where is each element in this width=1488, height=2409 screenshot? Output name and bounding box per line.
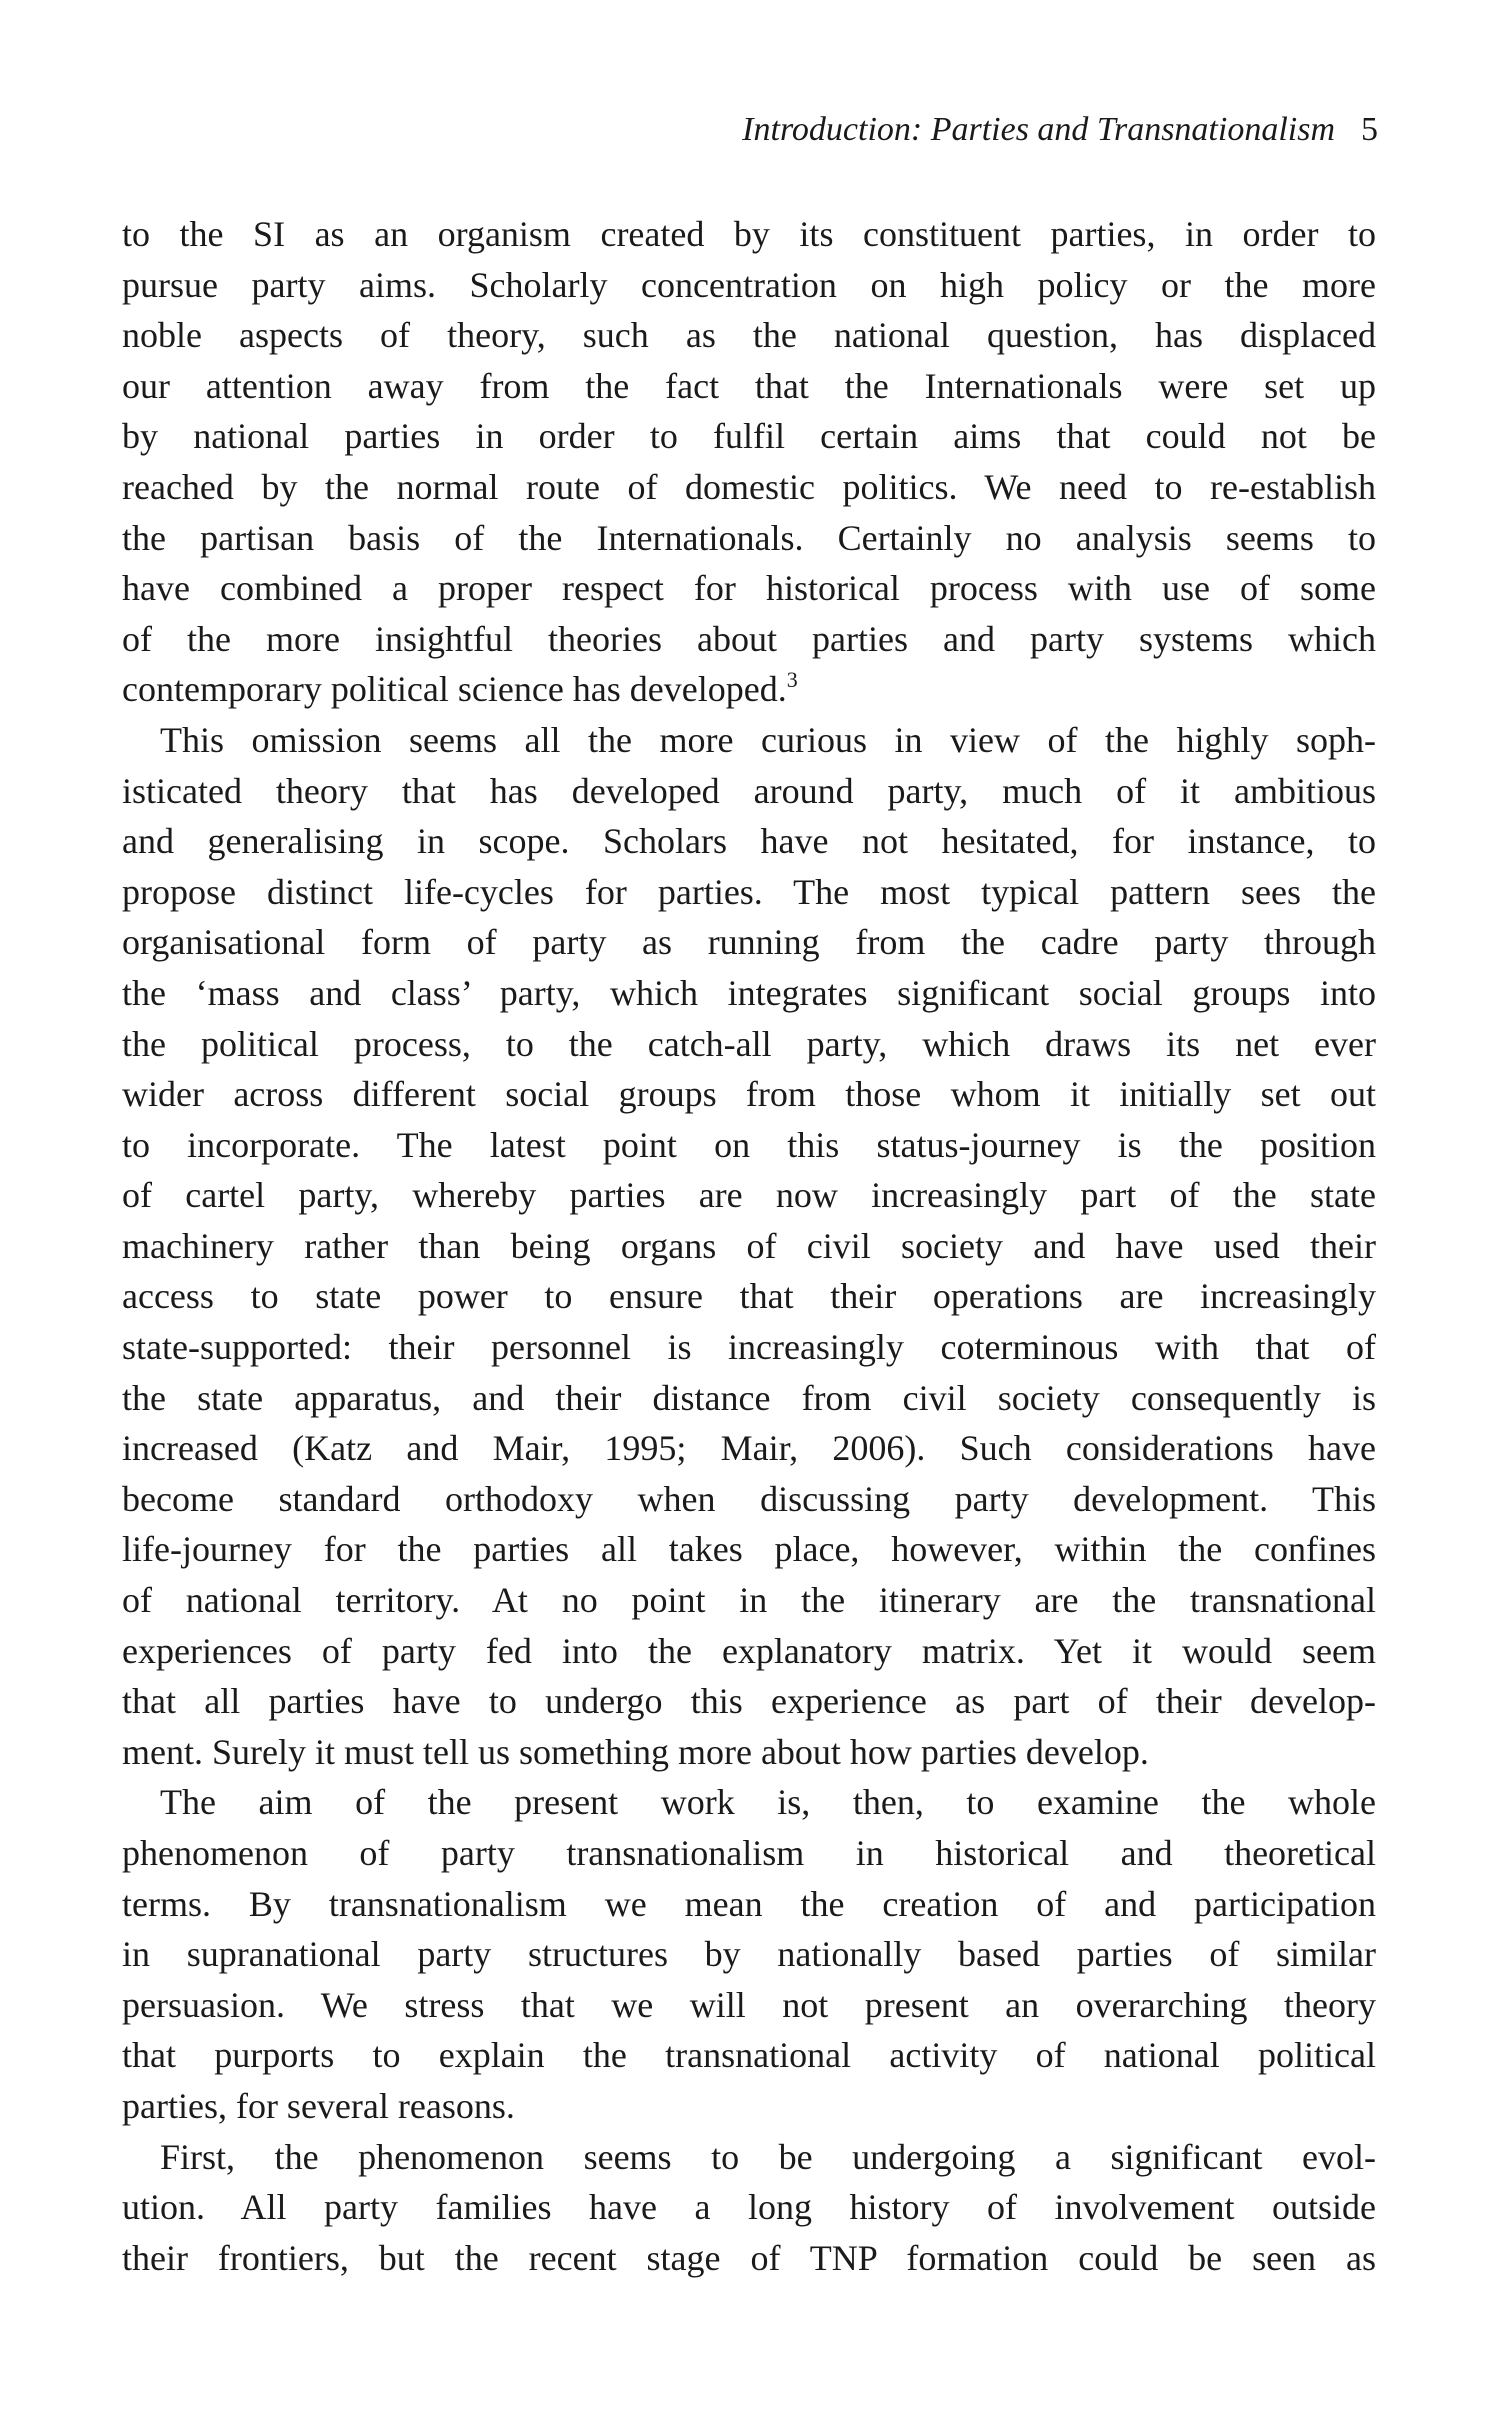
text-line: This omission seems all the more curious in view of the highly soph- <box>160 719 1376 760</box>
text-line: the ‘mass and class’ party, which integrates significant social groups into <box>122 972 1376 1013</box>
page-number: 5 <box>1361 111 1378 148</box>
text-line: noble aspects of theory, such as the national question, has displaced <box>122 315 1376 356</box>
text-line: isticated theory that has developed around party, much of it ambitious <box>122 770 1376 811</box>
text-line: access to state power to ensure that their operations are increasingly <box>122 1276 1376 1317</box>
paragraph-2 <box>122 715 1376 1777</box>
text-line: life-journey for the parties all takes place, however, within the confines <box>122 1529 1376 1570</box>
text-line: ment. Surely it must tell us something more about how parties develop. <box>122 1731 1149 1772</box>
text-line: propose distinct life-cycles for parties. The most typical pattern sees the <box>122 871 1376 912</box>
text-line: state-supported: their personnel is increasingly coterminous with that of <box>122 1327 1376 1368</box>
text-line: increased (Katz and Mair, 1995; Mair, 2006). Such considerations have <box>122 1428 1376 1469</box>
text-line: wider across different social groups from those whom it initially set out <box>122 1074 1376 1115</box>
text-line: by national parties in order to fulfil certain aims that could not be <box>122 416 1376 457</box>
paragraph-1 <box>122 209 1376 715</box>
text-line: the partisan basis of the Internationals. Certainly no analysis seems to <box>122 517 1376 558</box>
text-line: experiences of party fed into the explanatory matrix. Yet it would seem <box>122 1630 1376 1671</box>
text-line: parties, for several reasons. <box>122 2085 515 2126</box>
text-line: machinery rather than being organs of civil society and have used their <box>122 1225 1376 1266</box>
text-line: The aim of the present work is, then, to examine the whole <box>160 1782 1376 1823</box>
text-line: of the more insightful theories about parties and party systems which <box>122 618 1376 659</box>
text-line: become standard orthodoxy when discussing party development. This <box>122 1478 1376 1519</box>
text-line: pursue party aims. Scholarly concentration on high policy or the more <box>122 264 1376 305</box>
footnote-reference: 3 <box>786 667 798 693</box>
text-line: reached by the normal route of domestic politics. We need to re-establish <box>122 466 1376 507</box>
text-line: their frontiers, but the recent stage of TNP formation could be seen as <box>122 2237 1376 2278</box>
text-line: of national territory. At no point in the itinerary are the transnational <box>122 1580 1376 1621</box>
text-line: terms. By transnationalism we mean the creation of and participation <box>122 1883 1376 1924</box>
text-line: and generalising in scope. Scholars have not hesitated, for instance, to <box>122 821 1376 862</box>
paragraph-4 <box>122 2132 1376 2284</box>
text-line: organisational form of party as running from the cadre party through <box>122 922 1376 963</box>
text-line: to incorporate. The latest point on this status-journey is the position <box>122 1124 1376 1165</box>
body-text <box>122 209 1376 2283</box>
text-line: in supranational party structures by nationally based parties of similar <box>122 1934 1376 1975</box>
running-head <box>742 110 1378 150</box>
text-line-with-footnote <box>122 664 1376 715</box>
text-line: phenomenon of party transnationalism in historical and theoretical <box>122 1833 1376 1873</box>
text-line: to the SI as an organism created by its constituent parties, in order to <box>122 214 1376 254</box>
text-line: contemporary political science has developed. <box>122 669 787 710</box>
text-line: the political process, to the catch-all party, which draws its net ever <box>122 1023 1376 1064</box>
text-line: the state apparatus, and their distance from civil society consequently is <box>122 1377 1376 1418</box>
text-line: our attention away from the fact that the Internationals were set up <box>122 365 1376 406</box>
text-line: ution. All party families have a long history of involvement outside <box>122 2187 1376 2228</box>
text-line: First, the phenomenon seems to be undergoing a significant evol- <box>160 2136 1376 2177</box>
text-line: persuasion. We stress that we will not present an overarching theory <box>122 1984 1376 2025</box>
running-title: Introduction: Parties and Transnationalism <box>742 111 1335 148</box>
text-line: that all parties have to undergo this experience as part of their develop- <box>122 1681 1376 1722</box>
text-line: of cartel party, whereby parties are now increasingly part of the state <box>122 1175 1376 1216</box>
text-line: have combined a proper respect for historical process with use of some <box>122 568 1376 609</box>
paragraph-3 <box>122 1777 1376 2131</box>
text-line: that purports to explain the transnational activity of national political <box>122 2035 1376 2076</box>
